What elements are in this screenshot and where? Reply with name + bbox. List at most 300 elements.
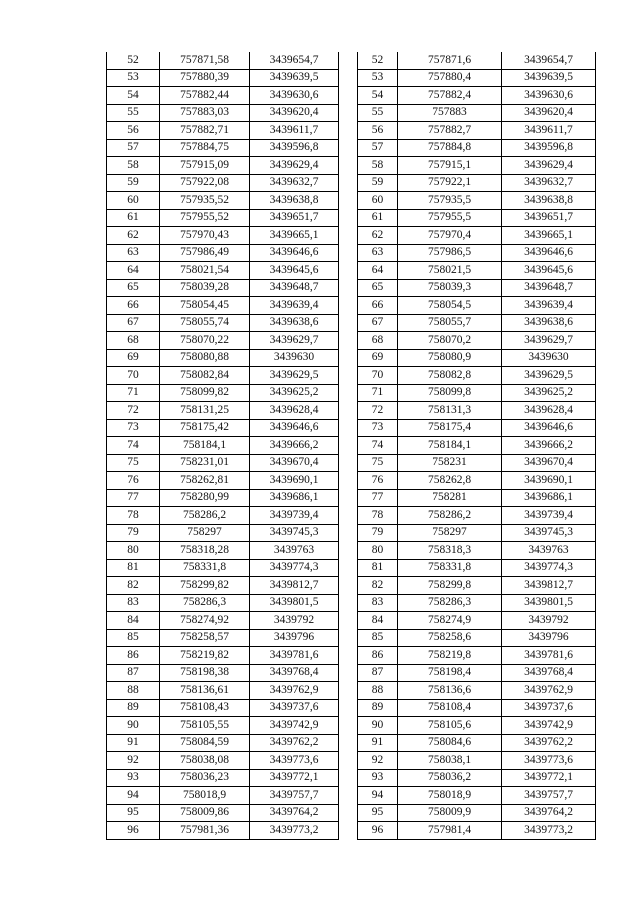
table-row [107,314,339,332]
x-coordinate-cell: 757915,1 [398,157,502,175]
point-number-cell: 66 [107,297,160,315]
table-row [358,262,596,280]
point-number-cell: 83 [107,594,160,612]
point-number-cell: 75 [107,454,160,472]
point-number-cell: 68 [358,332,398,350]
y-coordinate-cell: 3439745,3 [502,524,596,542]
y-coordinate-cell: 3439646,6 [502,244,596,262]
y-coordinate-cell: 3439781,6 [502,647,596,665]
table-row [358,192,596,210]
y-coordinate-cell: 3439620,4 [502,104,596,122]
table-row [107,262,339,280]
table-row [107,647,339,665]
y-coordinate-cell: 3439651,7 [250,209,339,227]
y-coordinate-cell: 3439630,6 [250,87,339,105]
x-coordinate-cell: 758070,2 [398,332,502,350]
table-row [107,769,339,787]
y-coordinate-cell: 3439629,4 [502,157,596,175]
y-coordinate-cell: 3439762,2 [502,734,596,752]
x-coordinate-cell: 758175,42 [160,419,250,437]
table-row [358,402,596,420]
table-row [358,699,596,717]
y-coordinate-cell: 3439648,7 [502,279,596,297]
y-coordinate-cell: 3439611,7 [502,122,596,140]
y-coordinate-cell: 3439646,6 [502,419,596,437]
point-number-cell: 69 [358,349,398,367]
point-number-cell: 61 [107,209,160,227]
table-row [107,822,339,840]
y-coordinate-cell: 3439686,1 [502,489,596,507]
point-number-cell: 84 [107,612,160,630]
y-coordinate-cell: 3439768,4 [250,664,339,682]
point-number-cell: 64 [358,262,398,280]
y-coordinate-cell: 3439630,6 [502,87,596,105]
point-number-cell: 60 [107,192,160,210]
y-coordinate-cell: 3439666,2 [502,437,596,455]
point-number-cell: 60 [358,192,398,210]
table-row [107,69,339,87]
x-coordinate-cell: 758018,9 [398,787,502,805]
point-number-cell: 67 [358,314,398,332]
y-coordinate-cell: 3439792 [502,612,596,630]
y-coordinate-cell: 3439646,6 [250,419,339,437]
table-row [107,437,339,455]
point-number-cell: 78 [107,507,160,525]
table-row [107,524,339,542]
table-row [107,349,339,367]
x-coordinate-cell: 757970,4 [398,227,502,245]
point-number-cell: 65 [107,279,160,297]
point-number-cell: 80 [358,542,398,560]
point-number-cell: 85 [358,629,398,647]
x-coordinate-cell: 758262,81 [160,472,250,490]
x-coordinate-cell: 757922,08 [160,174,250,192]
y-coordinate-cell: 3439648,7 [250,279,339,297]
table-row [107,157,339,175]
point-number-cell: 78 [358,507,398,525]
x-coordinate-cell: 758055,74 [160,314,250,332]
point-number-cell: 80 [107,542,160,560]
table-row [107,279,339,297]
table-row [107,419,339,437]
x-coordinate-cell: 758105,6 [398,717,502,735]
y-coordinate-cell: 3439611,7 [250,122,339,140]
table-row [358,174,596,192]
point-number-cell: 83 [358,594,398,612]
table-row [358,542,596,560]
y-coordinate-cell: 3439645,6 [502,262,596,280]
x-coordinate-cell: 757882,7 [398,122,502,140]
table-row [358,314,596,332]
point-number-cell: 69 [107,349,160,367]
table-row [107,804,339,822]
coordinates-table-right-body [358,52,596,839]
y-coordinate-cell: 3439762,2 [250,734,339,752]
x-coordinate-cell: 758198,38 [160,664,250,682]
point-number-cell: 71 [358,384,398,402]
x-coordinate-cell: 758054,5 [398,297,502,315]
x-coordinate-cell: 758084,6 [398,734,502,752]
x-coordinate-cell: 757871,58 [160,52,250,69]
y-coordinate-cell: 3439638,6 [250,314,339,332]
table-row [358,419,596,437]
x-coordinate-cell: 757884,8 [398,139,502,157]
x-coordinate-cell: 757883,03 [160,104,250,122]
y-coordinate-cell: 3439745,3 [250,524,339,542]
table-row [107,367,339,385]
table-row [358,752,596,770]
x-coordinate-cell: 757882,44 [160,87,250,105]
table-row [358,507,596,525]
table-row [107,174,339,192]
x-coordinate-cell: 757955,52 [160,209,250,227]
table-row [107,472,339,490]
point-number-cell: 91 [107,734,160,752]
table-row [358,52,596,69]
point-number-cell: 74 [107,437,160,455]
y-coordinate-cell: 3439632,7 [250,174,339,192]
point-number-cell: 76 [358,472,398,490]
table-row [358,104,596,122]
table-row [358,279,596,297]
point-number-cell: 59 [107,174,160,192]
table-row [358,157,596,175]
table-row [107,122,339,140]
point-number-cell: 72 [107,402,160,420]
point-number-cell: 70 [358,367,398,385]
table-row [107,384,339,402]
y-coordinate-cell: 3439632,7 [502,174,596,192]
x-coordinate-cell: 758055,7 [398,314,502,332]
point-number-cell: 66 [358,297,398,315]
point-number-cell: 87 [107,664,160,682]
table-row [358,489,596,507]
x-coordinate-cell: 758039,28 [160,279,250,297]
point-number-cell: 85 [107,629,160,647]
table-row [358,822,596,840]
point-number-cell: 91 [358,734,398,752]
y-coordinate-cell: 3439630 [502,349,596,367]
x-coordinate-cell: 757882,71 [160,122,250,140]
x-coordinate-cell: 758082,8 [398,367,502,385]
y-coordinate-cell: 3439670,4 [502,454,596,472]
x-coordinate-cell: 757935,52 [160,192,250,210]
coordinates-table-left [106,52,339,840]
y-coordinate-cell: 3439763 [502,542,596,560]
table-row [358,349,596,367]
y-coordinate-cell: 3439638,8 [502,192,596,210]
point-number-cell: 87 [358,664,398,682]
point-number-cell: 68 [107,332,160,350]
y-coordinate-cell: 3439764,2 [502,804,596,822]
x-coordinate-cell: 758219,8 [398,647,502,665]
y-coordinate-cell: 3439620,4 [250,104,339,122]
point-number-cell: 84 [358,612,398,630]
y-coordinate-cell: 3439742,9 [250,717,339,735]
y-coordinate-cell: 3439757,7 [502,787,596,805]
x-coordinate-cell: 758131,3 [398,402,502,420]
y-coordinate-cell: 3439639,4 [250,297,339,315]
x-coordinate-cell: 757955,5 [398,209,502,227]
point-number-cell: 73 [107,419,160,437]
y-coordinate-cell: 3439764,2 [250,804,339,822]
point-number-cell: 82 [107,577,160,595]
x-coordinate-cell: 758070,22 [160,332,250,350]
table-row [107,752,339,770]
y-coordinate-cell: 3439596,8 [502,139,596,157]
point-number-cell: 90 [107,717,160,735]
x-coordinate-cell: 757884,75 [160,139,250,157]
y-coordinate-cell: 3439763 [250,542,339,560]
table-row [107,332,339,350]
y-coordinate-cell: 3439796 [250,629,339,647]
x-coordinate-cell: 758286,2 [398,507,502,525]
point-number-cell: 56 [107,122,160,140]
point-number-cell: 89 [358,699,398,717]
y-coordinate-cell: 3439781,6 [250,647,339,665]
table-row [107,454,339,472]
table-row [107,227,339,245]
x-coordinate-cell: 757970,43 [160,227,250,245]
x-coordinate-cell: 757871,6 [398,52,502,69]
y-coordinate-cell: 3439768,4 [502,664,596,682]
point-number-cell: 58 [358,157,398,175]
point-number-cell: 90 [358,717,398,735]
point-number-cell: 52 [358,52,398,69]
y-coordinate-cell: 3439654,7 [250,52,339,69]
point-number-cell: 94 [107,787,160,805]
table-row [107,717,339,735]
point-number-cell: 89 [107,699,160,717]
table-row [358,559,596,577]
y-coordinate-cell: 3439630 [250,349,339,367]
x-coordinate-cell: 758108,43 [160,699,250,717]
table-row [107,87,339,105]
y-coordinate-cell: 3439638,6 [502,314,596,332]
x-coordinate-cell: 758286,2 [160,507,250,525]
y-coordinate-cell: 3439666,2 [250,437,339,455]
x-coordinate-cell: 758131,25 [160,402,250,420]
point-number-cell: 92 [107,752,160,770]
table-row [107,542,339,560]
y-coordinate-cell: 3439774,3 [250,559,339,577]
table-row [107,402,339,420]
point-number-cell: 72 [358,402,398,420]
x-coordinate-cell: 757882,4 [398,87,502,105]
x-coordinate-cell: 758018,9 [160,787,250,805]
y-coordinate-cell: 3439665,1 [250,227,339,245]
table-row [107,297,339,315]
x-coordinate-cell: 758036,2 [398,769,502,787]
point-number-cell: 77 [358,489,398,507]
point-number-cell: 76 [107,472,160,490]
y-coordinate-cell: 3439690,1 [250,472,339,490]
table-row [358,209,596,227]
y-coordinate-cell: 3439812,7 [502,577,596,595]
table-row [358,384,596,402]
x-coordinate-cell: 757880,4 [398,69,502,87]
x-coordinate-cell: 758258,6 [398,629,502,647]
x-coordinate-cell: 758009,9 [398,804,502,822]
y-coordinate-cell: 3439654,7 [502,52,596,69]
x-coordinate-cell: 758021,5 [398,262,502,280]
point-number-cell: 53 [358,69,398,87]
point-number-cell: 79 [107,524,160,542]
x-coordinate-cell: 758297 [160,524,250,542]
x-coordinate-cell: 757986,49 [160,244,250,262]
table-row [358,437,596,455]
x-coordinate-cell: 757880,39 [160,69,250,87]
point-number-cell: 73 [358,419,398,437]
y-coordinate-cell: 3439629,7 [502,332,596,350]
point-number-cell: 54 [358,87,398,105]
table-row [107,787,339,805]
table-row [358,664,596,682]
y-coordinate-cell: 3439670,4 [250,454,339,472]
x-coordinate-cell: 758231,01 [160,454,250,472]
point-number-cell: 93 [358,769,398,787]
y-coordinate-cell: 3439639,5 [502,69,596,87]
y-coordinate-cell: 3439596,8 [250,139,339,157]
table-row [358,787,596,805]
table-row [107,507,339,525]
y-coordinate-cell: 3439773,2 [502,822,596,840]
table-row [358,682,596,700]
point-number-cell: 71 [107,384,160,402]
x-coordinate-cell: 758082,84 [160,367,250,385]
y-coordinate-cell: 3439628,4 [250,402,339,420]
coordinates-table-left-body [107,52,339,839]
point-number-cell: 86 [107,647,160,665]
y-coordinate-cell: 3439625,2 [250,384,339,402]
table-row [107,664,339,682]
point-number-cell: 86 [358,647,398,665]
x-coordinate-cell: 758331,8 [160,559,250,577]
table-row [107,489,339,507]
y-coordinate-cell: 3439737,6 [502,699,596,717]
x-coordinate-cell: 758099,82 [160,384,250,402]
x-coordinate-cell: 758299,8 [398,577,502,595]
table-row [358,717,596,735]
x-coordinate-cell: 758136,6 [398,682,502,700]
y-coordinate-cell: 3439762,9 [502,682,596,700]
table-row [107,577,339,595]
y-coordinate-cell: 3439772,1 [250,769,339,787]
y-coordinate-cell: 3439792 [250,612,339,630]
table-row [107,209,339,227]
table-row [107,104,339,122]
table-row [358,297,596,315]
x-coordinate-cell: 758286,3 [160,594,250,612]
x-coordinate-cell: 758331,8 [398,559,502,577]
x-coordinate-cell: 758262,8 [398,472,502,490]
table-row [107,139,339,157]
y-coordinate-cell: 3439690,1 [502,472,596,490]
x-coordinate-cell: 758108,4 [398,699,502,717]
x-coordinate-cell: 758231 [398,454,502,472]
x-coordinate-cell: 758021,54 [160,262,250,280]
x-coordinate-cell: 758054,45 [160,297,250,315]
point-number-cell: 62 [358,227,398,245]
point-number-cell: 96 [358,822,398,840]
table-row [107,699,339,717]
point-number-cell: 65 [358,279,398,297]
point-number-cell: 54 [107,87,160,105]
point-number-cell: 63 [358,244,398,262]
point-number-cell: 55 [107,104,160,122]
x-coordinate-cell: 758274,92 [160,612,250,630]
table-row [358,647,596,665]
x-coordinate-cell: 758080,88 [160,349,250,367]
table-row [107,734,339,752]
point-number-cell: 95 [107,804,160,822]
table-row [358,332,596,350]
point-number-cell: 77 [107,489,160,507]
x-coordinate-cell: 757922,1 [398,174,502,192]
x-coordinate-cell: 758299,82 [160,577,250,595]
x-coordinate-cell: 758281 [398,489,502,507]
y-coordinate-cell: 3439625,2 [502,384,596,402]
x-coordinate-cell: 757981,4 [398,822,502,840]
point-number-cell: 82 [358,577,398,595]
table-row [107,612,339,630]
y-coordinate-cell: 3439757,7 [250,787,339,805]
table-row [358,594,596,612]
x-coordinate-cell: 758184,1 [398,437,502,455]
y-coordinate-cell: 3439686,1 [250,489,339,507]
x-coordinate-cell: 758318,28 [160,542,250,560]
table-row [358,769,596,787]
table-row [358,577,596,595]
point-number-cell: 96 [107,822,160,840]
y-coordinate-cell: 3439742,9 [502,717,596,735]
table-row [358,367,596,385]
y-coordinate-cell: 3439629,5 [250,367,339,385]
y-coordinate-cell: 3439737,6 [250,699,339,717]
x-coordinate-cell: 758274,9 [398,612,502,630]
table-row [358,472,596,490]
y-coordinate-cell: 3439629,5 [502,367,596,385]
point-number-cell: 70 [107,367,160,385]
y-coordinate-cell: 3439796 [502,629,596,647]
x-coordinate-cell: 757935,5 [398,192,502,210]
y-coordinate-cell: 3439639,5 [250,69,339,87]
x-coordinate-cell: 758280,99 [160,489,250,507]
table-row [107,52,339,69]
table-row [107,594,339,612]
x-coordinate-cell: 758009,86 [160,804,250,822]
x-coordinate-cell: 758038,1 [398,752,502,770]
x-coordinate-cell: 758136,61 [160,682,250,700]
point-number-cell: 59 [358,174,398,192]
x-coordinate-cell: 758258,57 [160,629,250,647]
point-number-cell: 79 [358,524,398,542]
point-number-cell: 52 [107,52,160,69]
point-number-cell: 62 [107,227,160,245]
table-row [107,682,339,700]
y-coordinate-cell: 3439639,4 [502,297,596,315]
y-coordinate-cell: 3439739,4 [502,507,596,525]
table-row [358,69,596,87]
x-coordinate-cell: 758039,3 [398,279,502,297]
table-row [358,804,596,822]
x-coordinate-cell: 758286,3 [398,594,502,612]
y-coordinate-cell: 3439629,4 [250,157,339,175]
x-coordinate-cell: 758198,4 [398,664,502,682]
point-number-cell: 58 [107,157,160,175]
y-coordinate-cell: 3439651,7 [502,209,596,227]
table-row [358,524,596,542]
